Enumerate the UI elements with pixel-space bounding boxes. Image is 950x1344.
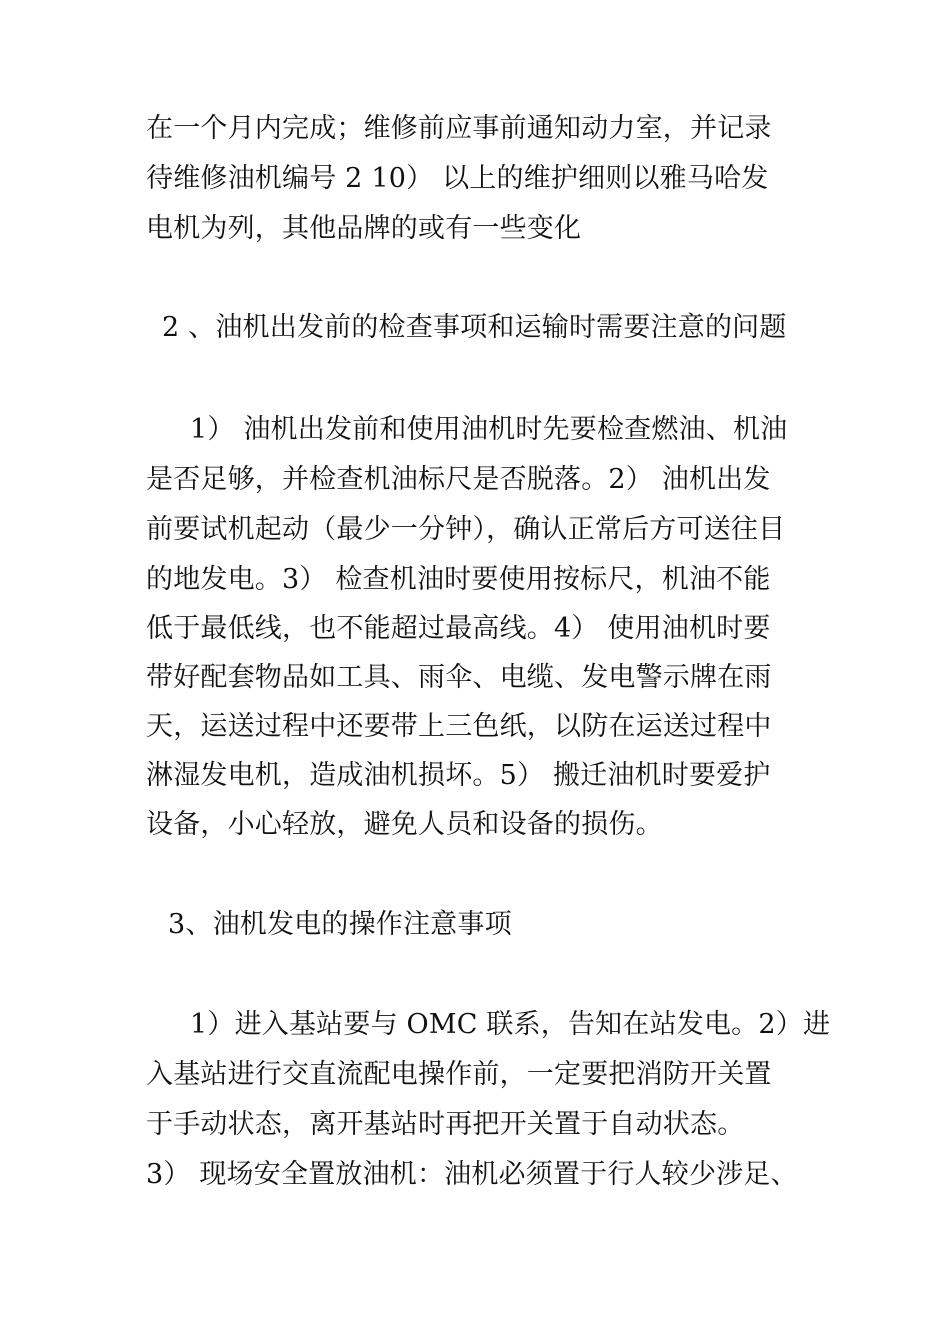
paragraph-2-line-4: 的地发电。3） 检查机油时要使用按标尺，机油不能 xyxy=(146,564,771,595)
paragraph-2-line-9: 设备，小心轻放，避免人员和设备的损伤。 xyxy=(146,809,663,840)
paragraph-3-line-1: 1）进入基站要与 OMC 联系，告知在站发电。2）进 xyxy=(190,1009,831,1040)
paragraph-2-line-5: 低于最低线，也不能超过最高线。4） 使用油机时要 xyxy=(146,613,771,644)
paragraph-1-line-2: 待维修油机编号 2 10） 以上的维护细则以雅马哈发 xyxy=(146,163,769,194)
paragraph-1-line-1: 在一个月内完成；维修前应事前通知动力室，并记录 xyxy=(146,113,772,144)
paragraph-3-line-2: 入基站进行交直流配电操作前，一定要把消防开关置 xyxy=(146,1059,772,1090)
paragraph-2-line-7: 天，运送过程中还要带上三色纸，以防在运送过程中 xyxy=(146,711,772,742)
paragraph-3-line-3: 于手动状态，离开基站时再把开关置于自动状态。 xyxy=(146,1109,745,1140)
paragraph-2-line-8: 淋湿发电机，造成油机损坏。5） 搬迁油机时要爱护 xyxy=(146,760,771,791)
section-heading-3: 3、油机发电的操作注意事项 xyxy=(168,909,512,940)
section-heading-2: 2 、油机出发前的检查事项和运输时需要注意的问题 xyxy=(162,312,787,343)
paragraph-2-line-2: 是否足够，并检查机油标尺是否脱落。2） 油机出发 xyxy=(146,464,771,495)
paragraph-3-line-4: 3） 现场安全置放油机：油机必须置于行人较少涉足、 xyxy=(146,1159,798,1190)
paragraph-2-line-1: 1） 油机出发前和使用油机时先要检查燃油、机油 xyxy=(190,414,788,445)
paragraph-2-line-6: 带好配套物品如工具、雨伞、电缆、发电警示牌在雨 xyxy=(146,662,772,693)
paragraph-2-line-3: 前要试机起动（最少一分钟），确认正常后方可送往目 xyxy=(146,514,786,545)
paragraph-1-line-3: 电机为列，其他品牌的或有一些变化 xyxy=(146,213,582,244)
